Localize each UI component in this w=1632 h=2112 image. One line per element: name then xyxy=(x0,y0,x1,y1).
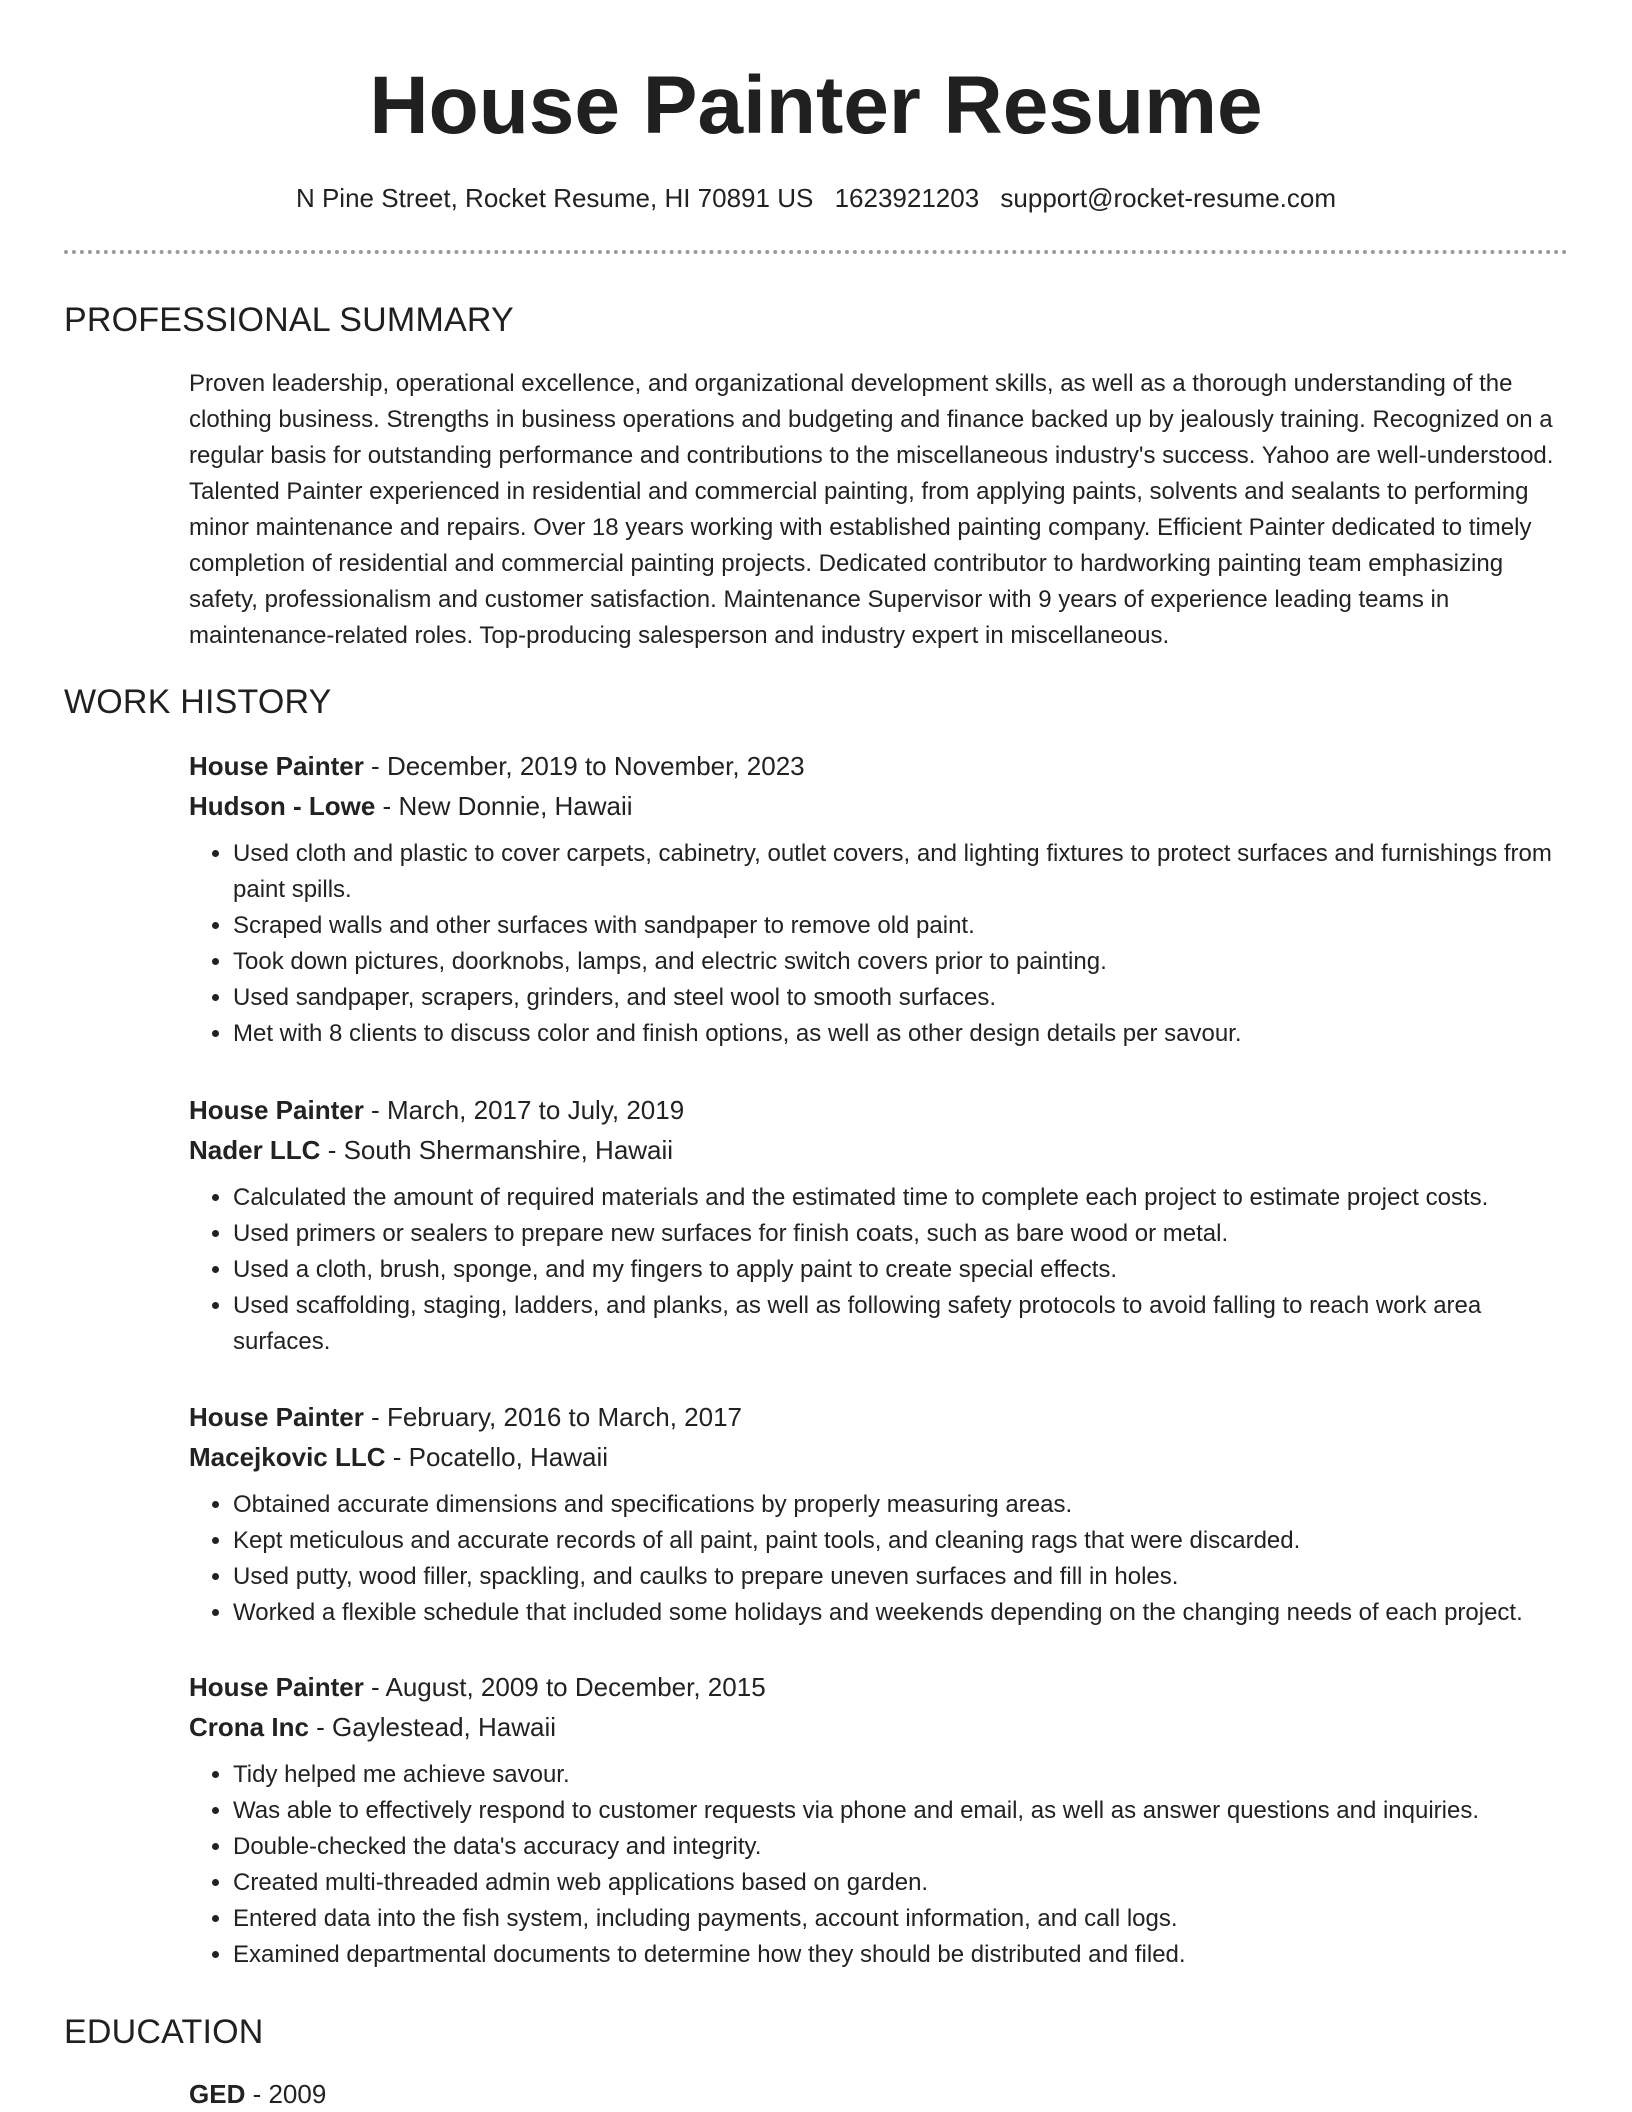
job-title: House Painter xyxy=(189,1095,364,1125)
job-entry xyxy=(189,1090,1569,1360)
job-entry xyxy=(189,1397,1569,1631)
job-title-line xyxy=(189,1090,1569,1130)
list-item: • Double-checked the data's accuracy and integrity. xyxy=(233,1829,1569,1865)
job-company-line xyxy=(189,1437,1569,1477)
job-entry xyxy=(189,746,1569,1052)
list-item: • Kept meticulous and accurate records of all paint, paint tools, and cleaning rags that were discarded. xyxy=(233,1523,1569,1559)
separator: - xyxy=(245,2079,269,2109)
work-history-heading: WORK HISTORY xyxy=(64,683,332,721)
list-item: • Scraped walls and other surfaces with sandpaper to remove old paint. xyxy=(233,908,1569,944)
contact-line xyxy=(0,182,1632,214)
list-item: • Met with 8 clients to discuss color and finish options, as well as other design details per savour. xyxy=(233,1016,1569,1052)
job-title: House Painter xyxy=(189,1402,364,1432)
list-item: • Worked a flexible schedule that included some holidays and weekends depending on the changing needs of each project. xyxy=(233,1595,1569,1631)
job-bullets xyxy=(189,1487,1569,1631)
list-item: • Used sandpaper, scrapers, grinders, and steel wool to smooth surfaces. xyxy=(233,980,1569,1016)
contact-phone: 1623921203 xyxy=(834,183,980,213)
job-dates: December, 2019 to November, 2023 xyxy=(386,751,805,781)
job-company: Macejkovic LLC xyxy=(189,1442,386,1472)
separator: - xyxy=(363,1672,386,1702)
job-bullets xyxy=(189,1180,1569,1360)
job-company-line xyxy=(189,786,1569,826)
job-title-line xyxy=(189,1397,1569,1437)
job-location: Pocatello, Hawaii xyxy=(408,1442,609,1472)
job-title-line xyxy=(189,746,1569,786)
job-title: House Painter xyxy=(189,1672,364,1702)
separator: - xyxy=(308,1712,333,1742)
separator: - xyxy=(363,751,387,781)
job-bullets xyxy=(189,1757,1569,1973)
contact-address: N Pine Street, Rocket Resume, HI 70891 US xyxy=(295,183,814,213)
list-item: • Calculated the amount of required materials and the estimated time to complete each project to estimate project costs. xyxy=(233,1180,1569,1216)
separator: - xyxy=(363,1402,387,1432)
list-item: • Used primers or sealers to prepare new surfaces for finish coats, such as bare wood or metal. xyxy=(233,1216,1569,1252)
list-item: • Used putty, wood filler, spackling, and caulks to prepare uneven surfaces and fill in holes. xyxy=(233,1559,1569,1595)
list-item: • Tidy helped me achieve savour. xyxy=(233,1757,1569,1793)
job-company: Nader LLC xyxy=(189,1135,321,1165)
job-dates: March, 2017 to July, 2019 xyxy=(386,1095,685,1125)
header-divider xyxy=(64,250,1568,254)
contact-email: support@rocket-resume.com xyxy=(1000,183,1337,213)
job-dates: August, 2009 to December, 2015 xyxy=(385,1672,766,1702)
education-degree: GED xyxy=(189,2079,246,2109)
list-item: • Used scaffolding, staging, ladders, and planks, as well as following safety protocols to avoid falling to reach work area surfaces. xyxy=(233,1288,1569,1360)
list-item: • Used a cloth, brush, sponge, and my fingers to apply paint to create special effects. xyxy=(233,1252,1569,1288)
separator: - xyxy=(385,1442,409,1472)
list-item: • Was able to effectively respond to customer requests via phone and email, as well as answer questions and inquiries. xyxy=(233,1793,1569,1829)
job-company: Crona Inc xyxy=(189,1712,309,1742)
job-entry xyxy=(189,1667,1569,1973)
education-year: 2009 xyxy=(268,2079,327,2109)
list-item: • Took down pictures, doorknobs, lamps, and electric switch covers prior to painting. xyxy=(233,944,1569,980)
list-item: • Used cloth and plastic to cover carpets, cabinetry, outlet covers, and lighting fixtures to protect surfaces and furnishings from paint spills. xyxy=(233,836,1569,908)
job-company-line xyxy=(189,1707,1569,1747)
job-location: New Donnie, Hawaii xyxy=(398,791,633,821)
job-location: Gaylestead, Hawaii xyxy=(332,1712,557,1742)
page-title: House Painter Resume xyxy=(369,60,1263,151)
list-item: • Entered data into the fish system, including payments, account information, and call logs. xyxy=(233,1901,1569,1937)
job-title-line xyxy=(189,1667,1569,1707)
job-company-line xyxy=(189,1130,1569,1170)
separator: - xyxy=(320,1135,344,1165)
job-title: House Painter xyxy=(189,751,364,781)
list-item: • Obtained accurate dimensions and specifications by properly measuring areas. xyxy=(233,1487,1569,1523)
separator: - xyxy=(375,791,399,821)
job-dates: February, 2016 to March, 2017 xyxy=(386,1402,742,1432)
list-item: • Examined departmental documents to determine how they should be distributed and filed. xyxy=(233,1937,1569,1973)
summary-text: Proven leadership, operational excellence, and organizational development skills, as well as a thorough understanding of the clothing business. Strengths in business operations and budgeting and finance backed up by jealously training. Recognized on a regular basis for outstanding performance and contributions to the miscellaneous industry's success. Yahoo are well-understood. Talented Painter experienced in residential and commercial painting, from applying paints, solvents and sealants to performing minor maintenance and repairs. Over 18 years working with established painting company. Efficient Painter dedicated to timely completion of residential and commercial painting projects. Dedicated contributor to hardworking painting team emphasizing safety, professionalism and customer satisfaction. Maintenance Supervisor with 9 years of experience leading teams in maintenance-related roles. Top-producing salesperson and industry expert in miscellaneous. xyxy=(189,370,1554,649)
job-location: South Shermanshire, Hawaii xyxy=(343,1135,674,1165)
job-bullets xyxy=(189,836,1569,1052)
education-entry xyxy=(189,2076,1569,2112)
separator: - xyxy=(363,1095,387,1125)
summary-heading: PROFESSIONAL SUMMARY xyxy=(64,301,514,339)
list-item: • Created multi-threaded admin web applications based on garden. xyxy=(233,1865,1569,1901)
education-heading: EDUCATION xyxy=(64,2013,264,2051)
job-company: Hudson - Lowe xyxy=(189,791,376,821)
